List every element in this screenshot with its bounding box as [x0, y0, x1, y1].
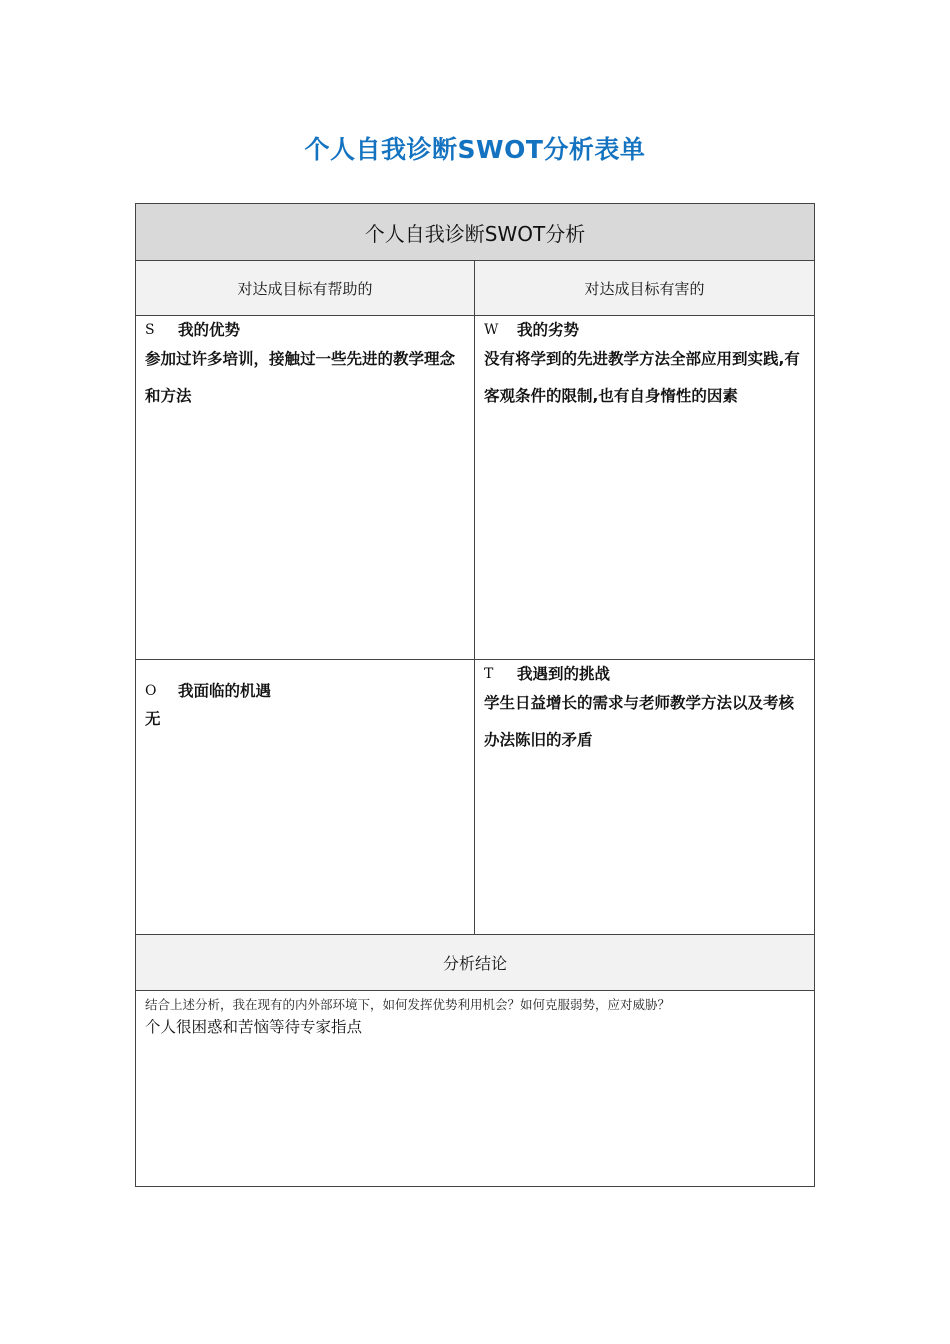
- conclusion-cell: [136, 991, 814, 1186]
- page-title: 个人自我诊断SWOT分析表单: [304, 135, 646, 164]
- conclusion-header: 分析结论: [136, 935, 814, 991]
- conclusion-answer: 个人很困惑和苦恼等待专家指点: [145, 1018, 363, 1036]
- strengths-cell: [136, 316, 475, 659]
- swot-row-external: [136, 660, 814, 935]
- opportunities-letter: O: [145, 683, 157, 699]
- weaknesses-cell: [475, 316, 814, 659]
- weaknesses-label: 我的劣势: [517, 321, 580, 339]
- threats-letter: T: [484, 666, 494, 682]
- strengths-letter: S: [145, 322, 155, 338]
- threats-cell: [475, 660, 814, 934]
- weaknesses-content: 没有将学到的先进教学方法全部应用到实践,有客观条件的限制,也有自身惰性的因素: [484, 350, 800, 405]
- swot-row-internal: [136, 316, 814, 660]
- strengths-content: 参加过许多培训，接触过一些先进的教学理念和方法: [145, 350, 456, 405]
- threats-content: 学生日益增长的需求与老师教学方法以及考核办法陈旧的矛盾: [484, 694, 795, 749]
- strengths-heading: [145, 319, 466, 341]
- weaknesses-heading: [484, 319, 806, 341]
- opportunities-label: 我面临的机遇: [178, 682, 272, 700]
- swot-table: [135, 203, 815, 1187]
- opportunities-heading: [145, 680, 466, 702]
- weaknesses-letter: W: [484, 322, 499, 338]
- threats-heading: [484, 663, 806, 685]
- threats-label: 我遇到的挑战: [517, 665, 611, 683]
- column-header-helpful: 对达成目标有帮助的: [136, 261, 475, 315]
- opportunities-cell: [136, 660, 475, 934]
- column-headers: [136, 261, 814, 316]
- opportunities-content: 无: [145, 710, 161, 728]
- column-header-harmful: 对达成目标有害的: [584, 279, 705, 298]
- table-header: 个人自我诊断SWOT分析: [136, 204, 814, 261]
- conclusion-prompt: 结合上述分析，我在现有的内外部环境下，如何发挥优势利用机会？如何克服弱势，应对威胁？: [145, 997, 671, 1012]
- strengths-label: 我的优势: [178, 321, 241, 339]
